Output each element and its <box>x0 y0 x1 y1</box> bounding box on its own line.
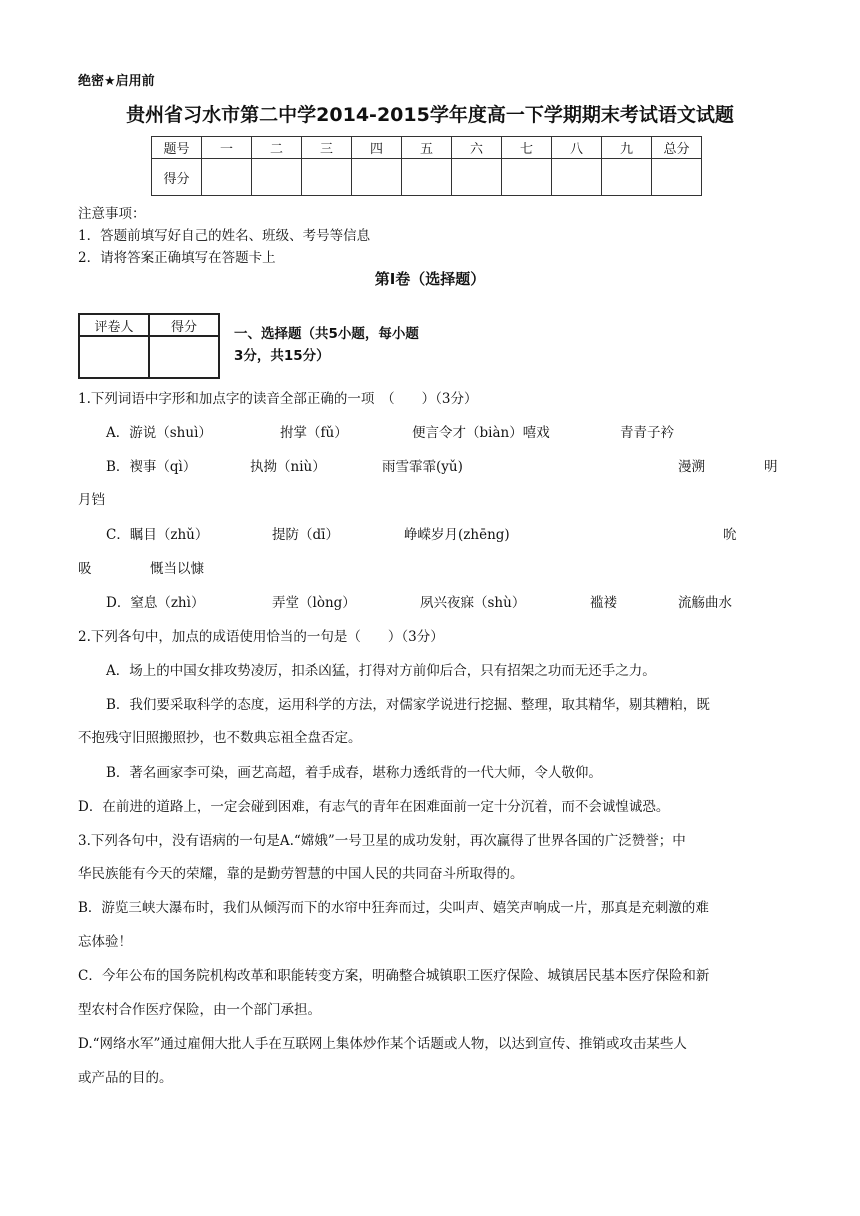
section-title-line: 一、选择题（共5小题，每小题 <box>234 326 419 342</box>
notice-title: 注意事项： <box>78 206 146 222</box>
q1-option-c: 吮 <box>723 527 737 543</box>
q3-stem: 3.下列各句中，没有语病的一句是A.“嫦娥”一号卫星的成功发射，再次赢得了世界各国的广泛赞誉；中 <box>78 833 686 849</box>
q3-option-c-cont: 型农村合作医疗保险，由一个部门承担。 <box>78 1002 321 1018</box>
q3-option-b-cont: 忘体验！ <box>78 934 132 950</box>
score-cell: 五 <box>402 137 452 159</box>
score-table-score-row <box>152 159 702 196</box>
grader-header-row <box>79 314 219 336</box>
q1-option-b: 执拗（niù） <box>250 459 326 475</box>
grader-blank <box>79 336 149 378</box>
q1-option-a: 青青子衿 <box>620 425 674 441</box>
q1-option-d: D．窒息（zhì） <box>106 595 205 611</box>
q3-option-b: B．游览三峡大瀑布时，我们从倾泻而下的水帘中狂奔而过，尖叫声、嬉笑声响成一片，那真是充刺激的难 <box>78 900 709 916</box>
q1-option-b: 漫溯 <box>678 459 705 475</box>
score-table <box>151 136 702 196</box>
q2-option-b2: B．著名画家李可染，画艺高超，着手成春，堪称力透纸背的一代大师，令人敬仰。 <box>106 765 602 781</box>
notice-item: 2．请将答案正确填写在答题卡上 <box>78 250 276 266</box>
confidential-mark: 绝密★启用前 <box>78 74 155 89</box>
grader-blank <box>149 336 219 378</box>
score-blank <box>652 159 702 196</box>
score-label: 得分 <box>152 159 202 196</box>
score-blank <box>202 159 252 196</box>
q1-option-a: 便言令才（biàn）嘻戏 <box>412 425 550 441</box>
score-blank <box>302 159 352 196</box>
notice-item: 1．答题前填写好自己的姓名、班级、考号等信息 <box>78 228 371 244</box>
score-cell: 八 <box>552 137 602 159</box>
q2-option-a: A．场上的中国女排攻势凌厉，扣杀凶猛，打得对方前仰后合，只有招架之功而无还手之力。 <box>106 663 656 679</box>
grader-label: 评卷人 <box>79 314 149 336</box>
score-blank <box>452 159 502 196</box>
volume-title: 第Ⅰ卷（选择题） <box>374 270 486 288</box>
q2-stem: 2.下列各句中，加点的成语使用恰当的一句是（ ）（3分） <box>78 629 444 645</box>
q2-option-d: D．在前进的道路上，一定会碰到困难，有志气的青年在困难面前一定十分沉着，而不会诚惶诚恐。 <box>78 799 670 815</box>
score-blank <box>502 159 552 196</box>
q2-option-b: B．我们要采取科学的态度，运用科学的方法，对儒家学说进行挖掘、整理，取其精华，剔其糟粕，既 <box>106 697 710 713</box>
exam-title: 贵州省习水市第二中学2014-2015学年度高一下学期期末考试语文试题 <box>126 104 734 126</box>
q1-option-c: C．瞩目（zhǔ） <box>106 527 209 543</box>
score-blank <box>552 159 602 196</box>
q1-option-c: 峥嵘岁月(zhēng) <box>404 527 510 543</box>
q1-option-a: 拊掌（fǔ） <box>280 425 348 441</box>
score-blank <box>352 159 402 196</box>
grader-table <box>78 313 220 379</box>
q2-option-b-cont: 不抱残守旧照搬照抄，也不数典忘祖全盘否定。 <box>78 730 362 746</box>
q1-option-d: 弄堂（lòng） <box>272 595 356 611</box>
section-title <box>234 323 419 367</box>
q1-option-b-cont: 月铛 <box>78 492 105 508</box>
q1-option-b: 明 <box>764 459 778 475</box>
q1-option-b: 雨雪霏霏(yǔ) <box>382 459 463 475</box>
score-cell: 一 <box>202 137 252 159</box>
score-cell: 九 <box>602 137 652 159</box>
grader-blank-row <box>79 336 219 378</box>
q1-option-d: 流觞曲水 <box>678 595 732 611</box>
q1-option-d: 夙兴夜寐（shù） <box>420 595 526 611</box>
score-blank <box>252 159 302 196</box>
q1-option-b: B．褉事（qì） <box>106 459 197 475</box>
q1-option-c-cont: 吸 <box>78 561 92 577</box>
q3-option-c: C．今年公布的国务院机构改革和职能转变方案，明确整合城镇职工医疗保险、城镇居民基本医疗保险和新 <box>78 968 710 984</box>
score-cell: 四 <box>352 137 402 159</box>
score-cell: 七 <box>502 137 552 159</box>
q1-option-c-cont: 慨当以慷 <box>150 561 204 577</box>
score-blank <box>602 159 652 196</box>
q3-stem-cont: 华民族能有今天的荣耀，靠的是勤劳智慧的中国人民的共同奋斗所取得的。 <box>78 866 524 882</box>
section-title-line: 3分，共15分） <box>234 348 330 364</box>
score-cell: 二 <box>252 137 302 159</box>
grader-score-label: 得分 <box>149 314 219 336</box>
q1-option-c: 提防（dī） <box>272 527 339 543</box>
q1-stem: 1.下列词语中字形和加点字的读音全部正确的一项 （ ）（3分） <box>78 391 478 407</box>
q1-option-a: A．游说（shuì） <box>106 425 212 441</box>
score-blank <box>402 159 452 196</box>
q1-option-d: 褴褛 <box>590 595 617 611</box>
score-table-header-row <box>152 137 702 159</box>
q3-option-d: D.“网络水军”通过雇佣大批人手在互联网上集体炒作某个话题或人物，以达到宣传、推销或攻击某些人 <box>78 1036 687 1052</box>
score-cell: 题号 <box>152 137 202 159</box>
score-cell: 三 <box>302 137 352 159</box>
score-cell: 总分 <box>652 137 702 159</box>
q3-option-d-cont: 或产品的目的。 <box>78 1070 173 1086</box>
score-cell: 六 <box>452 137 502 159</box>
